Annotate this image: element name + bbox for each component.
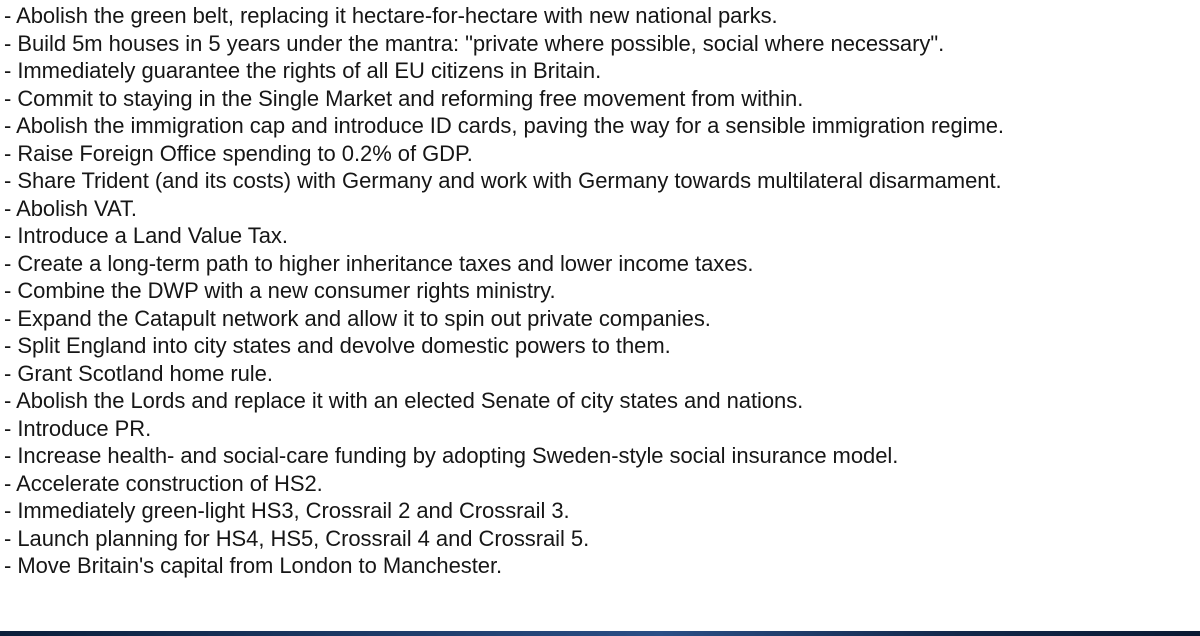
policy-item-health-care: - Increase health- and social-care funding by adopting Sweden-style social insurance model.	[4, 443, 899, 468]
policy-item-immigration: - Abolish the immigration cap and introduce ID cards, paving the way for a sensible immigration regime.	[4, 113, 1004, 138]
policy-item-hs3: - Immediately green-light HS3, Crossrail 2 and Crossrail 3.	[4, 498, 570, 523]
policy-item-city-states: - Split England into city states and devolve domestic powers to them.	[4, 333, 671, 358]
policy-item-lords: - Abolish the Lords and replace it with an elected Senate of city states and nations.	[4, 388, 804, 413]
policy-item-foreign-office: - Raise Foreign Office spending to 0.2% of GDP.	[4, 140, 473, 166]
policy-item-hs2: - Accelerate construction of HS2.	[4, 470, 323, 496]
policy-item-capital: - Move Britain's capital from London to Manchester.	[4, 553, 503, 578]
policy-item-vat: - Abolish VAT.	[4, 195, 137, 221]
policy-item-dwp: - Combine the DWP with a new consumer rights ministry.	[4, 278, 556, 303]
policy-item-trident: - Share Trident (and its costs) with Germany and work with Germany towards multilateral disarmament.	[4, 168, 1002, 193]
bottom-edge-strip	[0, 631, 1200, 636]
policy-item-scotland: - Grant Scotland home rule.	[4, 360, 273, 386]
policy-item-eu-citizens: - Immediately guarantee the rights of all EU citizens in Britain.	[4, 58, 602, 83]
policy-item-inheritance-tax: - Create a long-term path to higher inheritance taxes and lower income taxes.	[4, 250, 754, 276]
policy-item-housing: - Build 5m houses in 5 years under the mantra: "private where possible, social where necessary".	[4, 30, 945, 56]
policy-list	[4, 2, 1200, 580]
policy-item-hs4: - Launch planning for HS4, HS5, Crossrail 4 and Crossrail 5.	[4, 525, 590, 551]
policy-item-green-belt: - Abolish the green belt, replacing it hectare-for-hectare with new national parks.	[4, 3, 778, 28]
policy-item-single-market: - Commit to staying in the Single Market and reforming free movement from within.	[4, 85, 804, 111]
policy-item-pr: - Introduce PR.	[4, 415, 152, 441]
policy-item-catapult: - Expand the Catapult network and allow it to spin out private companies.	[4, 305, 711, 331]
policy-item-land-value-tax: - Introduce a Land Value Tax.	[4, 223, 288, 248]
